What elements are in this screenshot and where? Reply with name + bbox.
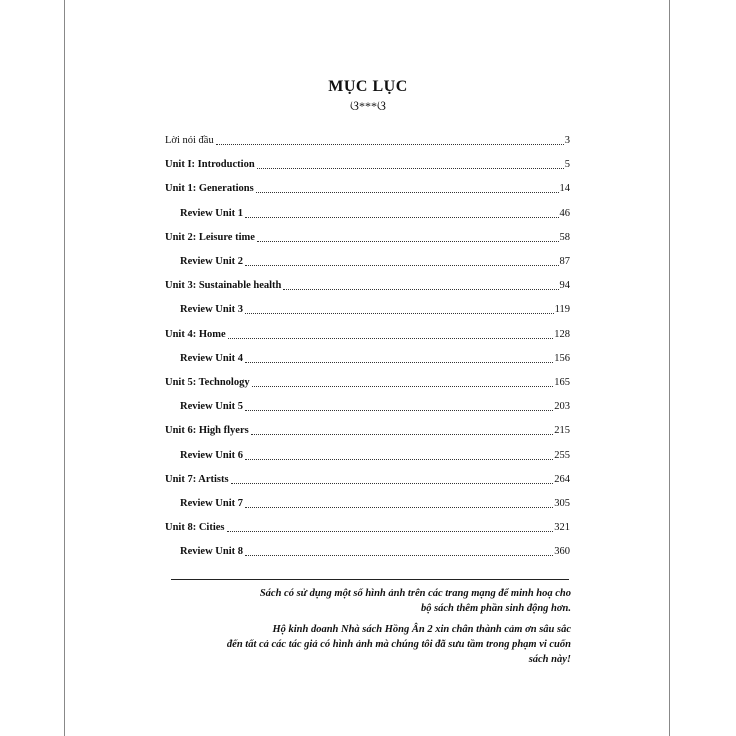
toc-leader-dots <box>245 498 553 508</box>
title-ornament <box>65 99 671 113</box>
document-page <box>64 0 670 736</box>
toc-page-number: 58 <box>559 231 570 243</box>
toc-page-number: 203 <box>554 401 570 413</box>
toc-page-number: 360 <box>554 546 570 558</box>
ornament-stars: *** <box>359 99 377 113</box>
toc-page-number: 3 <box>564 135 570 146</box>
page-title: MỤC LỤC <box>328 78 408 95</box>
toc-entry-label: Unit 4: Home <box>165 328 226 340</box>
toc-entry[interactable] <box>165 396 570 414</box>
toc-page-number: 46 <box>559 207 570 219</box>
toc-entry-label: Review Unit 1 <box>180 207 243 219</box>
ornament-right-flourish: ଓ <box>377 98 386 113</box>
note-line: bộ sách thêm phần sinh động hơn. <box>420 603 571 614</box>
toc-entry[interactable] <box>165 493 570 511</box>
toc-entry-label: Unit 3: Sustainable health <box>165 280 282 292</box>
toc-entry[interactable] <box>165 130 570 148</box>
toc-leader-dots <box>227 522 554 532</box>
toc-page-number: 94 <box>559 280 570 292</box>
toc-entry[interactable] <box>165 517 570 535</box>
toc-entry[interactable] <box>165 541 570 559</box>
toc-entry-label: Review Unit 2 <box>180 256 243 267</box>
toc-entry-label: Lời nói đầu <box>165 135 214 146</box>
toc-page-number: 87 <box>559 256 570 267</box>
image-credit-note <box>165 586 571 616</box>
toc-entry[interactable] <box>165 154 570 172</box>
toc-leader-dots <box>256 183 559 193</box>
toc-entry[interactable] <box>165 227 570 245</box>
toc-page-number: 321 <box>554 522 570 534</box>
toc-entry[interactable] <box>165 420 570 438</box>
toc-entry[interactable] <box>165 275 570 293</box>
toc-leader-dots <box>245 353 553 363</box>
toc-entry[interactable] <box>165 445 570 463</box>
toc-entry-label: Review Unit 8 <box>180 546 243 558</box>
toc-entry-label: Review Unit 7 <box>180 498 243 509</box>
toc-entry[interactable] <box>165 372 570 390</box>
toc-page-number: 14 <box>559 183 570 195</box>
toc-leader-dots <box>245 304 554 314</box>
toc-page-number: 165 <box>554 377 570 388</box>
toc-page-number: 215 <box>554 425 570 437</box>
toc-leader-dots <box>245 401 553 411</box>
toc-leader-dots <box>245 546 553 556</box>
toc-leader-dots <box>245 256 559 266</box>
toc-entry[interactable] <box>165 299 570 317</box>
toc-page-number: 119 <box>554 304 570 316</box>
toc-leader-dots <box>283 280 558 290</box>
toc-page-number: 305 <box>554 498 570 509</box>
toc-entry-label: Unit I: Introduction <box>165 159 255 171</box>
toc-entry[interactable] <box>165 324 570 342</box>
note-line: Hộ kinh doanh Nhà sách Hồng Ân 2 xin chân thành cảm ơn sâu sắc <box>272 624 571 635</box>
toc-leader-dots <box>228 329 554 339</box>
toc-leader-dots <box>257 232 559 242</box>
toc-entry-label: Review Unit 4 <box>180 352 243 364</box>
toc-entry[interactable] <box>165 178 570 196</box>
toc-entry-label: Unit 2: Leisure time <box>165 231 255 243</box>
toc-page-number: 255 <box>554 449 570 461</box>
toc-leader-dots <box>231 474 554 484</box>
toc-leader-dots <box>216 135 564 145</box>
toc-leader-dots <box>245 208 559 218</box>
note-line: đến tất cả các tác giả có hình ảnh mà chúng tôi đã sưu tầm trong phạm vi cuốn <box>226 639 571 650</box>
toc-leader-dots <box>252 377 554 387</box>
toc-leader-dots <box>251 425 554 435</box>
toc-page-number: 5 <box>564 159 570 171</box>
toc-page-number: 128 <box>554 328 570 340</box>
toc-entry-label: Review Unit 6 <box>180 449 243 461</box>
ornament-left-flourish: ଓ <box>350 98 359 113</box>
toc-entry-label: Review Unit 3 <box>180 304 243 316</box>
footnote-separator <box>171 579 569 580</box>
toc-page-number: 264 <box>554 473 570 485</box>
toc-entry[interactable] <box>165 203 570 221</box>
toc-leader-dots <box>245 450 553 460</box>
toc-entry-label: Unit 6: High flyers <box>165 425 249 437</box>
toc-entry-label: Review Unit 5 <box>180 401 243 413</box>
toc-entry-label: Unit 8: Cities <box>165 522 225 534</box>
thank-you-note <box>165 622 571 667</box>
note-line: sách này! <box>528 654 571 665</box>
toc-entry[interactable] <box>165 348 570 366</box>
toc-entry[interactable] <box>165 469 570 487</box>
toc-entry-label: Unit 7: Artists <box>165 473 229 485</box>
toc-entry-label: Unit 5: Technology <box>165 377 250 388</box>
note-line: Sách có sử dụng một số hình ảnh trên các trang mạng để minh hoạ cho <box>259 588 571 599</box>
toc-page-number: 156 <box>554 352 570 364</box>
toc-entry-label: Unit 1: Generations <box>165 183 254 195</box>
toc-entry[interactable] <box>165 251 570 269</box>
toc-leader-dots <box>257 159 564 169</box>
